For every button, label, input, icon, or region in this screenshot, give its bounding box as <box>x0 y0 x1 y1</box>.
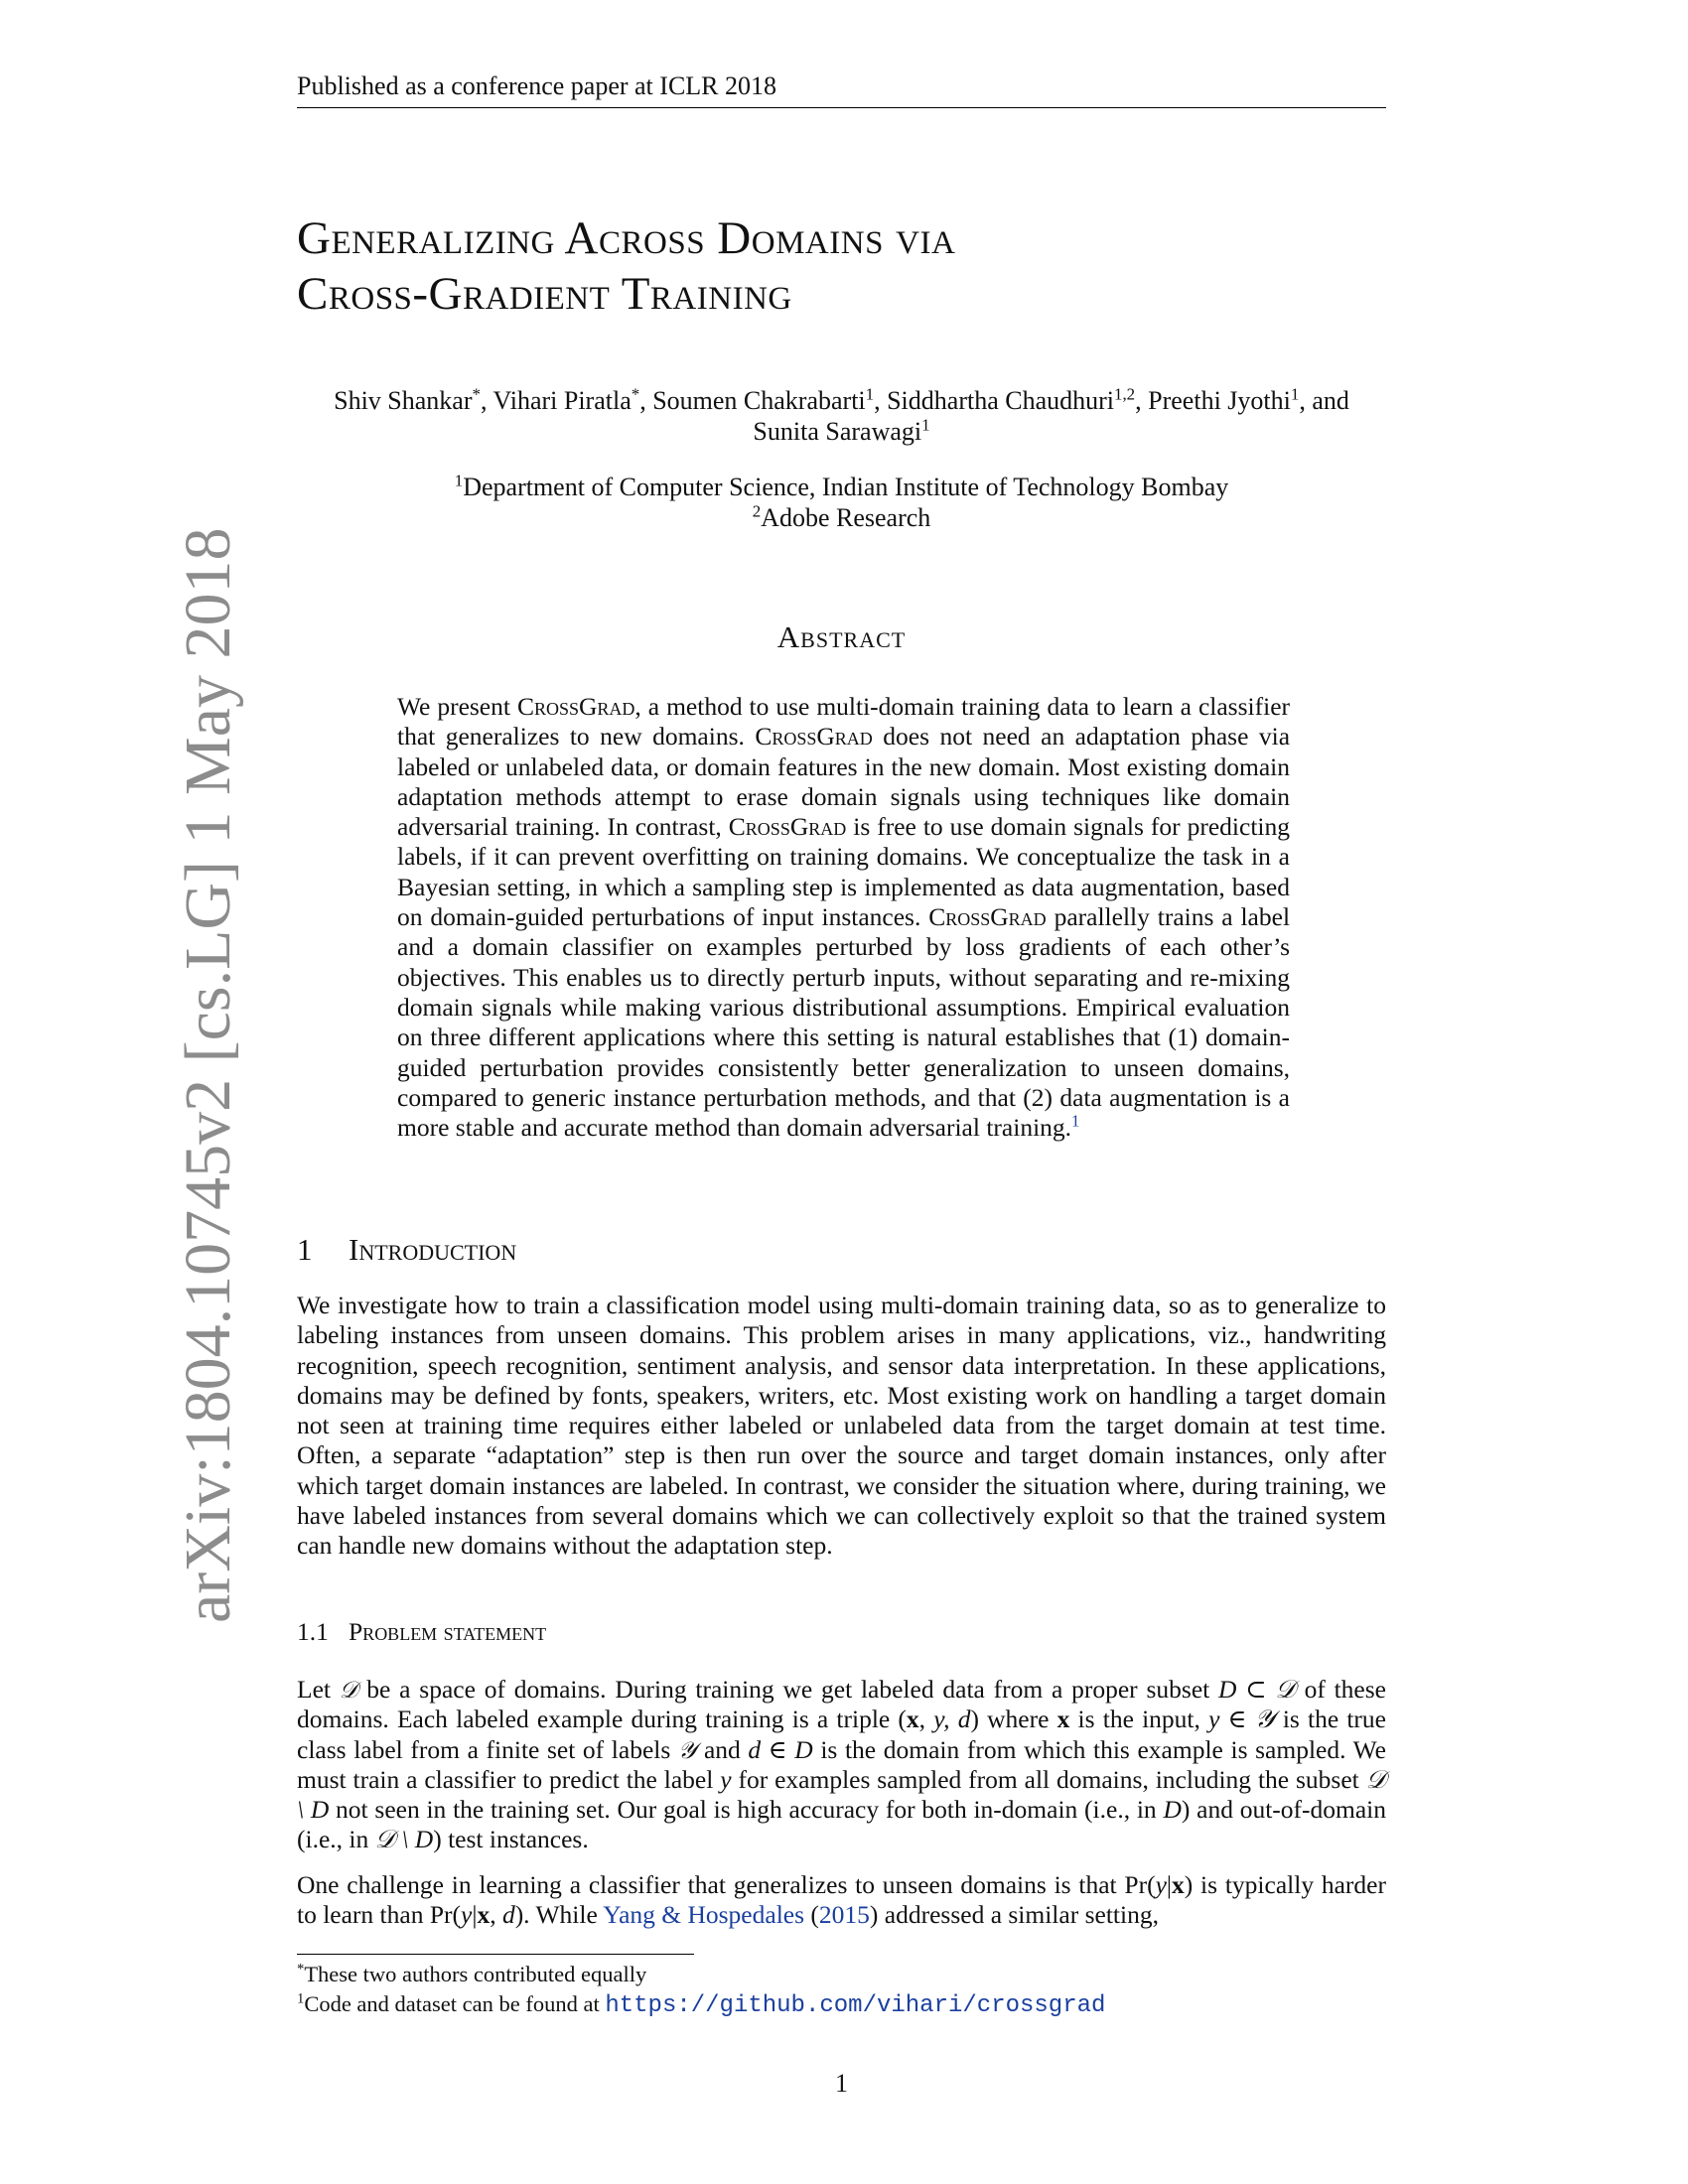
text-run: of these domains. Each labeled example during training is a triple ( <box>297 1675 1386 1734</box>
subsection-number: 1.1 <box>297 1617 329 1646</box>
text-run: ) where <box>970 1705 1057 1734</box>
author-name: Soumen Chakrabarti <box>652 386 866 415</box>
text-run: ) test instances. <box>433 1825 589 1854</box>
footnote-rule <box>297 1954 694 1955</box>
footnote-1 <box>297 1960 1386 1989</box>
citation-year-link[interactable]: 2015 <box>818 1900 870 1930</box>
math-expression: 𝒟 \ D <box>297 1764 1387 1825</box>
subsection-title: Problem statement <box>349 1617 547 1646</box>
text-run: ( <box>804 1900 819 1930</box>
section-number: 1 <box>297 1232 313 1267</box>
author-name: Sunita Sarawagi <box>753 417 922 446</box>
code-url-link[interactable]: https://github.com/vihari/crossgrad <box>605 1992 1106 2019</box>
author-conjunction: and <box>1312 386 1349 415</box>
math-expression: d ∈ D <box>748 1734 813 1764</box>
math-expression: y <box>1155 1870 1167 1899</box>
math-symbol: 𝒴 <box>677 1735 697 1764</box>
method-name: CrossGrad <box>928 902 1047 932</box>
author-name: Vihari Piratla <box>492 386 632 415</box>
abstract-heading: Abstract <box>776 619 907 654</box>
footnote-mark: * <box>297 1961 305 1978</box>
footnote-2 <box>297 1989 1386 2021</box>
introduction-paragraph: We investigate how to train a classification model using multi-domain training data, so as to generalize to labeling instances from unseen domains. This problem arises in many applications, viz., handwriting recognition, speech recognition, sentiment analysis, and sensor data interpretation. In these applications, domains may be defined by fonts, speakers, writers, etc. Most existing work on handling a target domain not seen at training time requires either labeled or unlabeled data from the target domain at test time. Often, a separate “adaptation” step is then run over the source and target domain instances, only after which target domain instances are labeled. In contrast, we consider the situation where, during training, we have labeled instances from several domains which we can collectively exploit so that the trained system can handle new domains without the adaptation step. <box>297 1291 1386 1561</box>
text-run: and <box>696 1734 749 1764</box>
text-run: for examples sampled from all domains, including the subset <box>731 1764 1366 1794</box>
math-expression: y <box>720 1764 732 1794</box>
math-expression: D ⊂ 𝒟 <box>1218 1675 1296 1704</box>
math-expression: D <box>1163 1795 1182 1825</box>
footnote-text: Code and dataset can be found at <box>304 1991 600 2016</box>
text-run: ) addressed a similar setting, <box>869 1900 1159 1930</box>
math-expression: 𝒟 \ D <box>374 1825 434 1854</box>
text-run: One challenge in learning a classifier that generalizes to unseen domains is that Pr( <box>297 1870 1156 1899</box>
footnote-link[interactable]: 1 <box>1071 1111 1080 1131</box>
running-header: Published as a conference paper at ICLR 2018 <box>297 71 1386 108</box>
math-vector: x <box>477 1900 491 1930</box>
text-run: ). While <box>514 1900 604 1930</box>
affiliation-text: Adobe Research <box>761 503 931 532</box>
text-run: ) and out-of-domain (i.e., in <box>297 1795 1387 1854</box>
citation-link[interactable]: Yang & Hospedales <box>603 1900 805 1930</box>
text-run: ) is typically harder to learn than Pr( <box>297 1870 1386 1930</box>
footnotes <box>297 1960 1386 2021</box>
affiliation-text: Department of Computer Science, Indian Institute of Technology Bombay <box>463 473 1229 501</box>
math-vector: x <box>1172 1870 1185 1899</box>
section-title: Introduction <box>349 1232 517 1267</box>
math-vector: x <box>906 1705 919 1734</box>
footnote-text: These two authors contributed equally <box>304 1962 647 1986</box>
abstract-text: is free to use domain signals for predicting labels, if it can prevent overfitting on training domains. We conceptualize the task in a Bayesian setting, in which a sampling step is implemented as data augmentation, based on domain-guided perturbations of input instances. <box>397 812 1290 932</box>
arxiv-identifier-stamp: arXiv:1804.10745v2 [cs.LG] 1 May 2018 <box>172 527 244 1623</box>
text-run: , <box>490 1900 502 1930</box>
author-mark: 1 <box>1290 384 1300 404</box>
affiliations <box>297 472 1386 533</box>
page-number: 1 <box>835 2069 848 2098</box>
affiliation-mark: 1 <box>454 471 464 490</box>
author-name: Preethi Jyothi <box>1148 386 1291 415</box>
problem-paragraph-2 <box>297 1870 1386 1931</box>
math-expression: y, d <box>933 1705 971 1734</box>
affiliation-1 <box>297 472 1386 502</box>
problem-paragraph-1 <box>297 1675 1386 1855</box>
abstract-body <box>397 692 1290 1143</box>
text-run: is the input, <box>1069 1705 1209 1734</box>
affiliation-2 <box>297 502 1386 533</box>
math-expression: d <box>501 1900 515 1930</box>
text-run: not seen in the training set. Our goal is high accuracy for both in-domain (i.e., in <box>329 1795 1164 1825</box>
text-run: is the domain from which this example is sampled. We must train a classifier to predict the label <box>297 1734 1387 1794</box>
author-mark: 1 <box>921 415 930 435</box>
math-expression: y ∈ 𝒴 <box>1208 1705 1275 1734</box>
section-heading-introduction <box>297 1232 1091 1268</box>
author-mark: * <box>631 384 640 404</box>
abstract-text: parallelly trains a label and a domain classifier on examples perturbed by loss gradients of each other’s objectives. This enables us to directly perturb inputs, without separating and re-mixing domain signals while making various distributional assumptions. Empirical evaluation on three different applications where this setting is natural establishes that (1) domain-guided perturbation provides consistently better generalization to unseen domains, compared to generic instance perturbation methods, and that (2) data augmentation is a more stable and accurate method than domain adversarial training. <box>397 902 1291 1143</box>
title-line-2: Cross-Gradient Training <box>297 268 792 320</box>
author-list: Shiv Shankar*, Vihari Piratla*, Soumen Chakrabarti$^1$, Siddhartha Chaudhuri$^{1,2}$, Preethi Jyothi$^1$, and Sunita Sarawagi$^1$ <box>334 384 1349 446</box>
text-run: is the true class label from a finite set of labels <box>297 1705 1386 1764</box>
text-run: | <box>472 1900 478 1930</box>
abstract-text: We present <box>397 692 510 721</box>
author-name: Shiv Shankar <box>334 386 473 415</box>
subsection-heading-problem-statement <box>297 1617 1091 1647</box>
text-run: Let <box>297 1675 340 1704</box>
abstract-text: does not need an adaptation phase via labeled or unlabeled data, or domain features in the new domain. Most existing domain adaptation methods attempt to erase domain signals using techniques like domain adversarial training. In contrast, <box>397 722 1291 842</box>
abstract-text: , a method to use multi-domain training data to learn a classifier that generalizes to new domains. <box>397 692 1291 751</box>
title-line-1: Generalizing Across Domains via <box>297 212 956 264</box>
text-run: be a space of domains. During training we get labeled data from a proper subset <box>357 1675 1219 1704</box>
math-vector: x <box>1056 1705 1070 1734</box>
author-mark: * <box>472 384 481 404</box>
author-name: Siddhartha Chaudhuri <box>887 386 1115 415</box>
math-symbol: 𝒟 <box>339 1676 358 1704</box>
method-name: CrossGrad <box>728 812 847 842</box>
paper-title <box>297 210 1389 322</box>
method-name: CrossGrad <box>516 692 635 721</box>
text-run: | <box>1166 1870 1173 1899</box>
method-name: CrossGrad <box>755 722 873 751</box>
math-expression: y <box>461 1900 473 1930</box>
author-mark: 1 <box>865 384 875 404</box>
text-run: , <box>918 1705 934 1734</box>
author-mark: 1,2 <box>1114 384 1136 404</box>
footnote-mark: 1 <box>297 1990 305 2007</box>
affiliation-mark: 2 <box>752 501 762 521</box>
